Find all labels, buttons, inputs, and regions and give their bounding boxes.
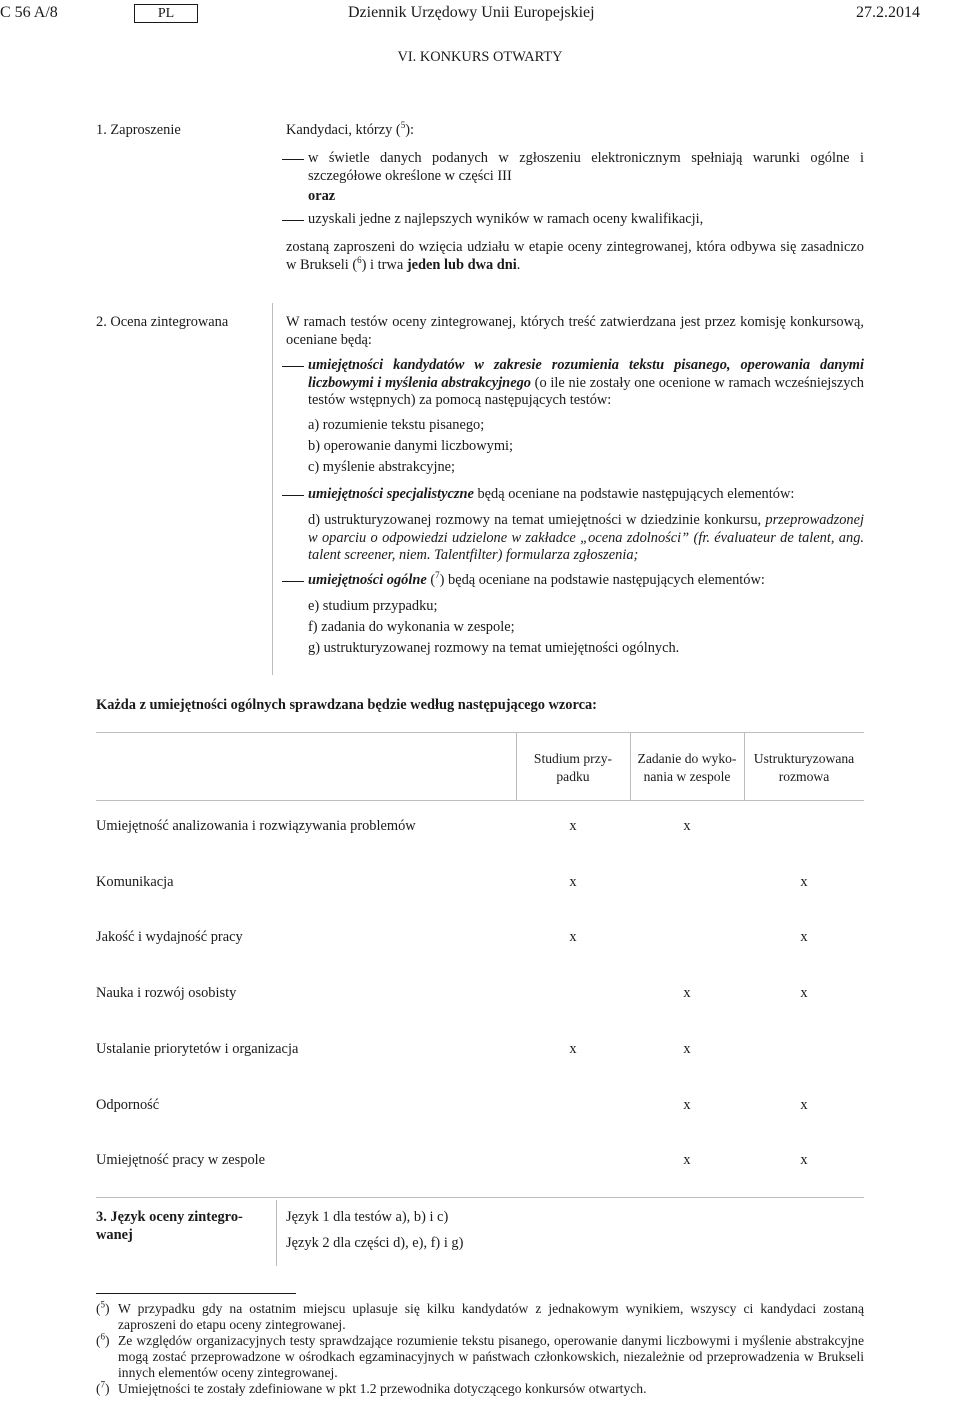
footnote-rule [96,1293,296,1294]
section-2-intro: W ramach testów oceny zintegrowanej, których treść zatwierdzana jest przez komisję konkursową, oceniane będą: [286,314,864,348]
table-cell-mark: x [569,874,577,890]
section-1-label: 1. Zaproszenie [96,122,181,138]
test-item-e: e) studium przypadku; [308,598,438,614]
publication-date: 27.2.2014 [856,4,920,21]
test-item-f: f) zadania do wykonania w zespole; [308,619,515,635]
column-header-team-task: Zadanie do wyko- nania w zespole [637,751,737,784]
table-row-label: Umiejętność pracy w zespole [96,1152,266,1168]
test-item-b: b) operowanie danymi liczbowymi; [308,438,514,454]
table-cell-mark: x [683,1041,691,1057]
table-rule-bottom [96,1197,864,1198]
section-1-bullet-2: uzyskali jedne z najlepszych wyników w ramach oceny kwalifikacji, [308,211,864,229]
section-1-outro: zostaną zaproszeni do wzięcia udziału w etapie oceny zintegrowanej, która odbywa się zasadniczo w Brukseli ($^6$) i trwa jeden lub dwa dni. [286,239,864,273]
table-row-label: Jakość i wydajność pracy [96,929,243,945]
footnote-5: ($^5$) W przypadku gdy na ostatnim miejscu uplasuje się kilku kandydatów z jednakowym wynikiem, wszyscy ci kandydaci zostaną zaproszeni do etapu oceny zintegrowanej. [96,1299,864,1332]
table-row-label: Nauka i rozwój osobisty [96,985,237,1001]
column-header-case-study: Studium przy- padku [533,751,613,784]
table-cell-mark: x [569,1041,577,1057]
table-row-label: Komunikacja [96,874,174,890]
table-rule-header [96,800,864,801]
section-2-bullet-3: umiejętności ogólne ($^7$) będą oceniane na podstawie następujących elementów: [308,572,864,590]
footnote-6: ($^6$) Ze względów organizacyjnych testy sprawdzające rozumienie tekstu pisanego, operowanie danymi liczbowymi i myślenie abstrakcyjne mogą zostać przeprowadzone w ośrodkach egzaminacyjnych w państwach członkowskich, niezależnie od przeprowadzenia w Brukseli innych elementów oceny zintegrowanej. [96,1331,864,1380]
table-row-label: Umiejętność analizowania i rozwiązywania problemów [96,818,416,834]
section-2-bullet-1: umiejętności kandydatów w zakresie rozumienia tekstu pisanego, operowania danymi liczbowymi i myślenia abstrakcyjnego (o ile nie zostały one ocenione w ramach wcześniejszych testów wstępnych) za pomocą następujących testów: [308,357,864,408]
table-cell-mark: x [683,1097,691,1113]
oraz-label: oraz [308,188,336,204]
page-ref: C 56 A/8 [0,4,58,21]
section-1-bullet-1: w świetle danych podanych w zgłoszeniu elektronicznym spełniają warunki ogólne i szczegółowe określone w części III [308,150,864,184]
section-1-intro: Kandydaci, którzy ($^5$): [286,120,414,138]
table-cell-mark: x [683,1152,691,1168]
test-item-a: a) rozumienie tekstu pisanego; [308,417,485,433]
table-cell-mark: x [683,818,691,834]
language-1-line: Język 1 dla testów a), b) i c) [286,1209,449,1225]
section-3-divider [276,1200,277,1266]
table-cell-mark: x [800,1097,808,1113]
table-cell-mark: x [569,818,577,834]
section-title: VI. KONKURS OTWARTY [397,49,563,65]
section-2-bullet-2: umiejętności specjalistyczne będą oceniane na podstawie następujących elementów: [308,486,864,504]
table-cell-mark: x [683,985,691,1001]
table-cell-mark: x [800,929,808,945]
test-item-d: d) ustrukturyzowanej rozmowy na temat umiejętności w dziedzinie konkursu, przeprowadzonej w oparciu o odpowiedzi udzielone w zakładce „ocena zdolności” (fr. évaluateur de talent, ang. talent screener, niem. Talentfilter) formularza zgłoszenia; [308,512,864,563]
test-item-g: g) ustrukturyzowanej rozmowy na temat umiejętności ogólnych. [308,640,680,656]
language-2-line: Język 2 dla części d), e), f) i g) [286,1235,464,1251]
table-caption: Każda z umiejętności ogólnych sprawdzana będzie według następującego wzorca: [96,697,597,713]
table-row-label: Odporność [96,1097,160,1113]
table-rule-top [96,732,864,733]
table-row-label: Ustalanie priorytetów i organizacja [96,1041,299,1057]
section-3-label: 3. Język oceny zintegro- wanej [96,1209,243,1243]
table-cell-mark: x [800,874,808,890]
section-2-label: 2. Ocena zintegrowana [96,314,229,330]
journal-title: Dziennik Urzędowy Unii Europejskiej [348,4,595,21]
table-cell-mark: x [569,929,577,945]
column-header-structured-interview: Ustrukturyzowana rozmowa [753,751,855,784]
test-item-c: c) myślenie abstrakcyjne; [308,459,456,475]
column-divider [272,303,273,675]
footnote-7: ($^7$) Umiejętności te zostały zdefiniowane w pkt 1.2 przewodnika dotyczącego konkursów otwartych. [96,1379,647,1396]
language-badge: PL [134,4,198,23]
table-cell-mark: x [800,1152,808,1168]
table-cell-mark: x [800,985,808,1001]
